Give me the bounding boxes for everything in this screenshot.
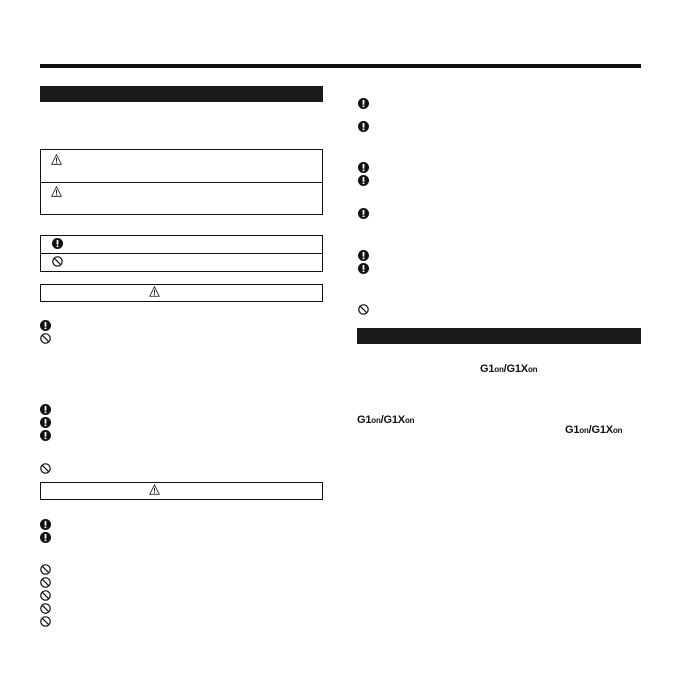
exclamation-circle-icon: [52, 238, 63, 249]
prohibition-icon: [40, 463, 51, 474]
model-name-logo: G1on/G1Xon: [565, 424, 623, 436]
prohibition-icon: [40, 616, 51, 627]
prohibition-icon: [40, 333, 51, 344]
exclamation-circle-icon: [40, 430, 51, 441]
exclamation-circle-icon: [358, 162, 369, 173]
exclamation-circle-icon: [40, 519, 51, 530]
caution-heading-box: [40, 482, 323, 500]
warning-triangle-icon: [51, 154, 67, 170]
prohibition-icon: [52, 256, 63, 267]
model-name-logo: G1on/G1Xon: [357, 414, 415, 426]
prohibition-icon: [40, 603, 51, 614]
symbol-legend-box-marks: [40, 235, 323, 272]
top-rule: [40, 64, 641, 68]
legend-divider: [41, 253, 322, 254]
prohibition-icon: [40, 564, 51, 575]
section-header-bar-left: [40, 86, 323, 102]
section-header-bar-right: [357, 328, 641, 344]
exclamation-circle-icon: [40, 320, 51, 331]
legend-divider: [41, 182, 322, 183]
exclamation-circle-icon: [40, 417, 51, 428]
model-name-logo: G1on/G1Xon: [480, 363, 538, 375]
warning-triangle-icon: [51, 186, 67, 202]
warning-triangle-icon: [149, 286, 163, 300]
warning-heading-box: [40, 284, 323, 302]
symbol-legend-box-warning: [40, 149, 323, 215]
exclamation-circle-icon: [358, 121, 369, 132]
exclamation-circle-icon: [40, 532, 51, 543]
warning-triangle-icon: [149, 484, 163, 498]
exclamation-circle-icon: [358, 175, 369, 186]
prohibition-icon: [40, 590, 51, 601]
prohibition-icon: [358, 304, 369, 315]
exclamation-circle-icon: [358, 98, 369, 109]
exclamation-circle-icon: [358, 208, 369, 219]
exclamation-circle-icon: [358, 250, 369, 261]
exclamation-circle-icon: [40, 404, 51, 415]
prohibition-icon: [40, 577, 51, 588]
exclamation-circle-icon: [358, 263, 369, 274]
